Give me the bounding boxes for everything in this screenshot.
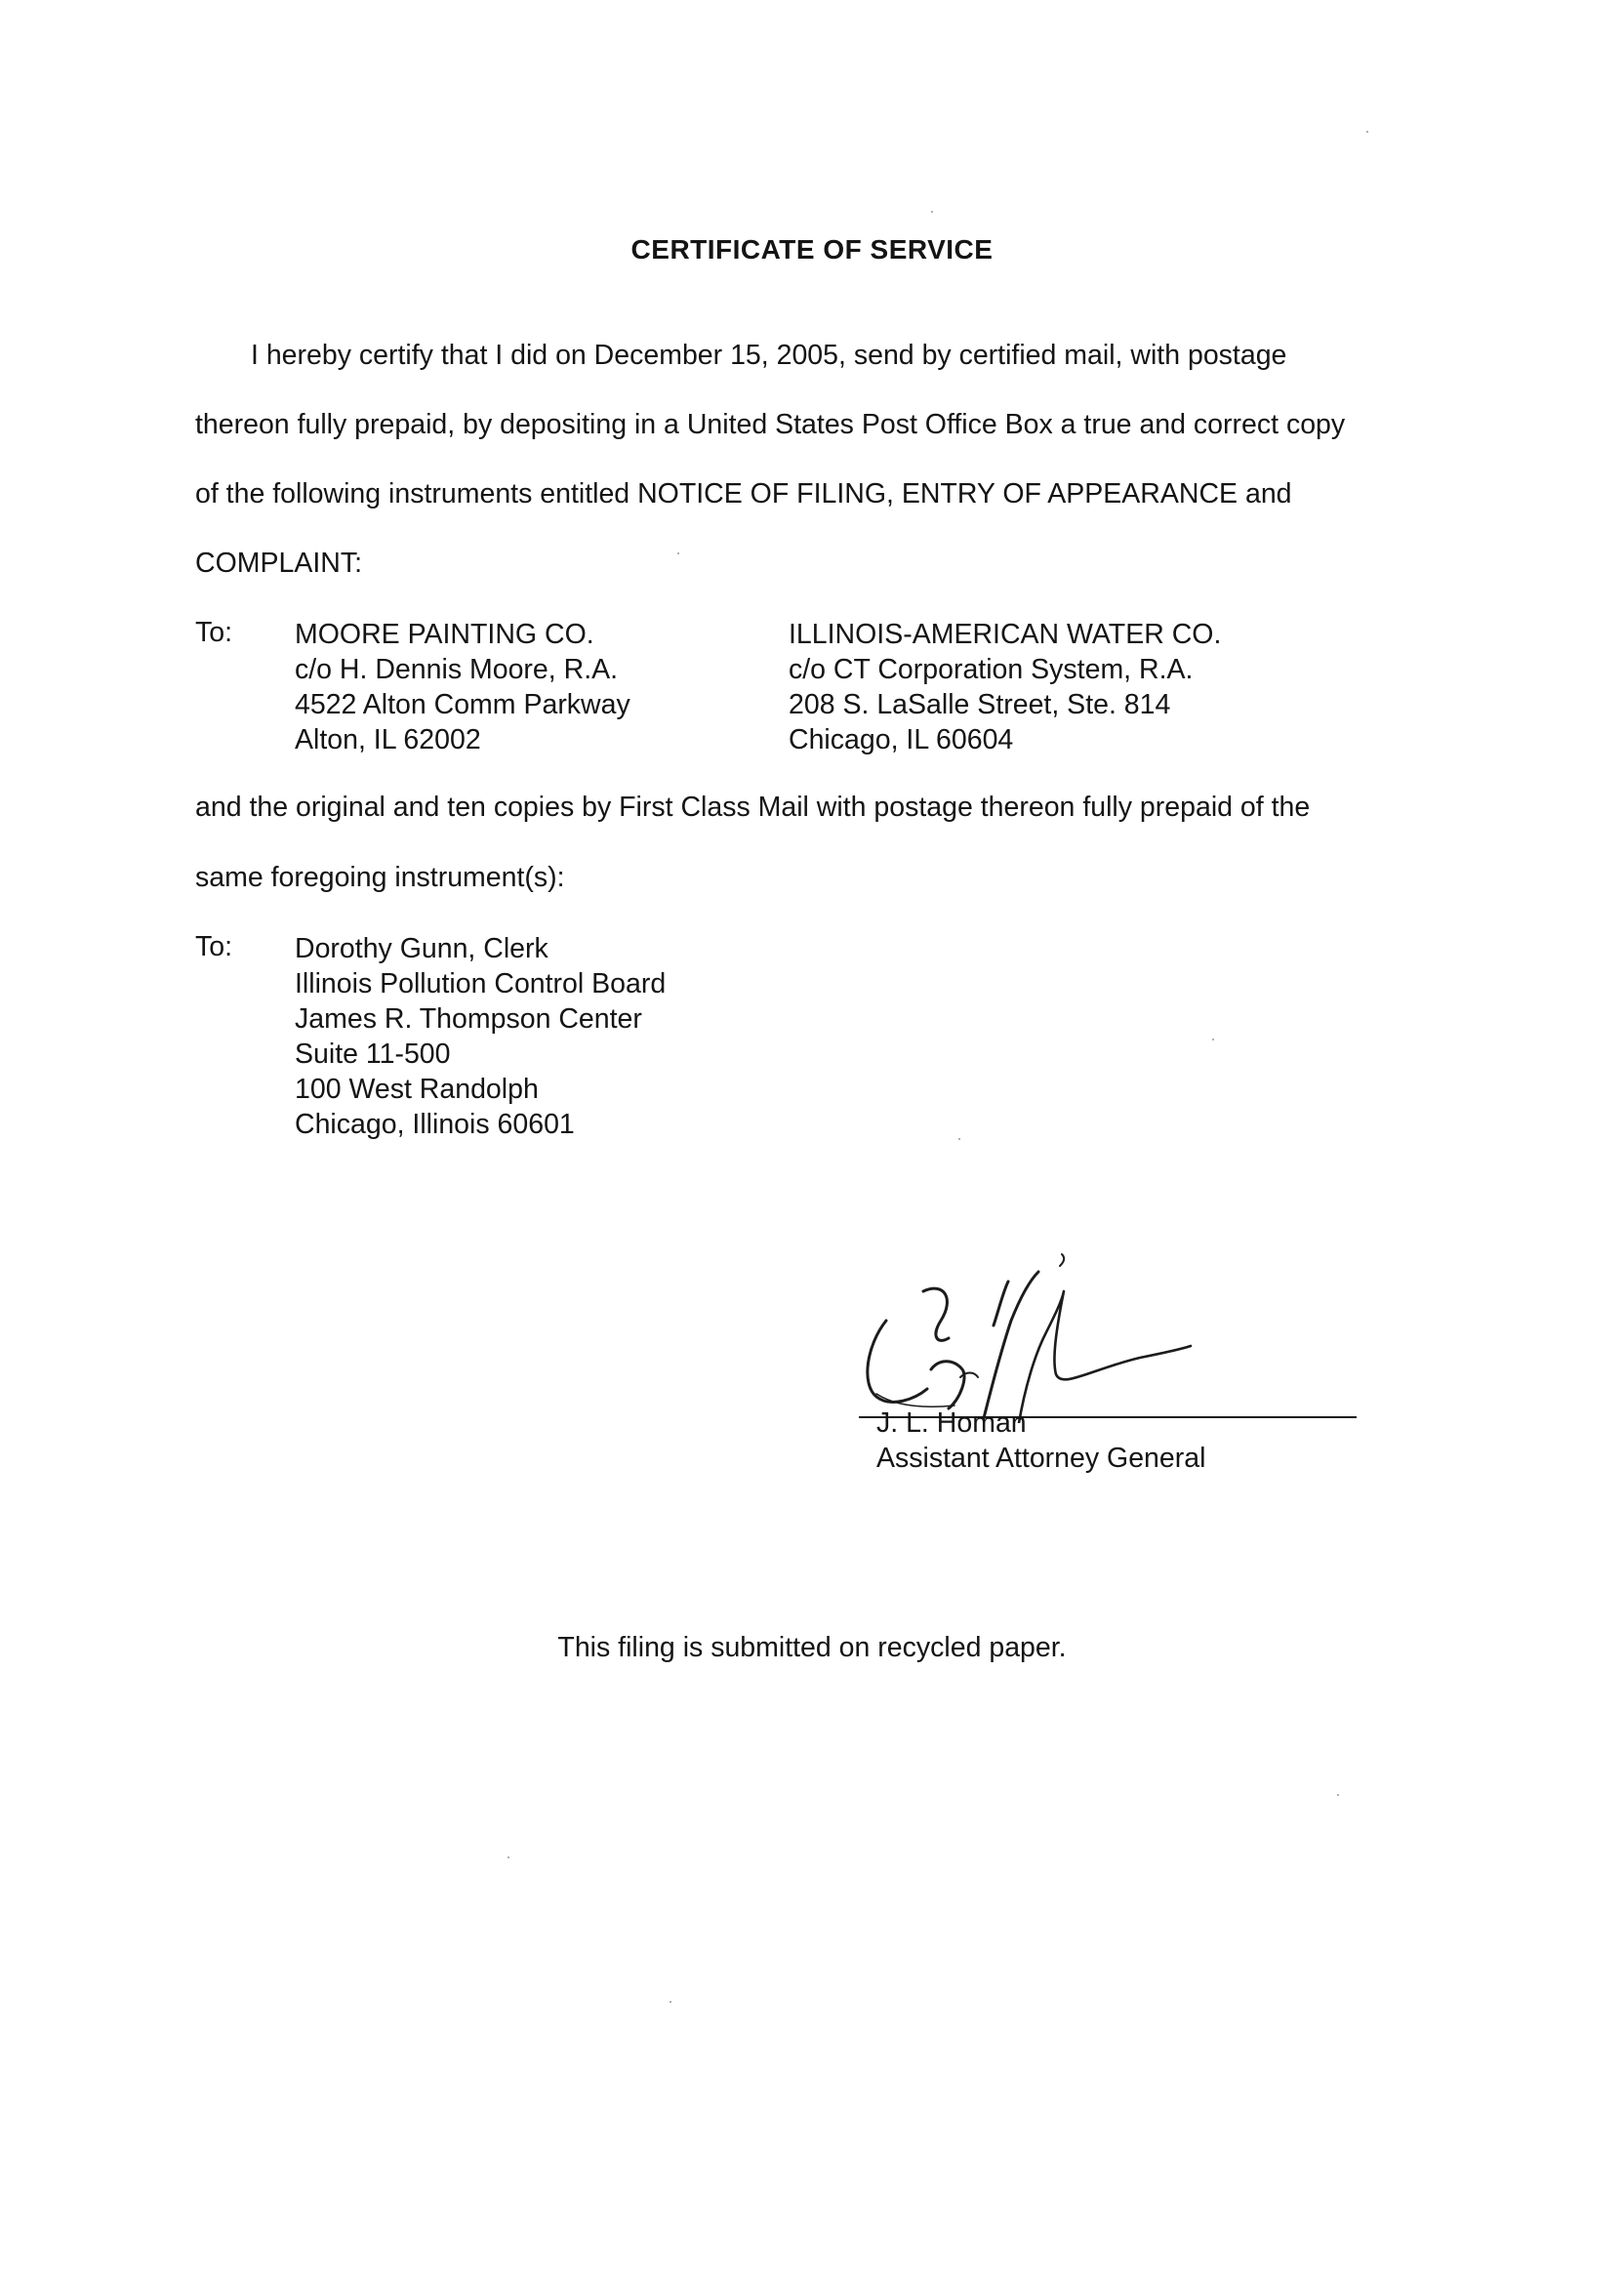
middle-line-1: and the original and ten copies by First Class Mail with postage thereon fully prepaid of the: [195, 792, 1311, 823]
scan-speck: [670, 2001, 671, 2003]
scan-speck: [931, 211, 933, 213]
recipient-line: 208 S. LaSalle Street, Ste. 814: [789, 689, 1171, 720]
signer-name: J. L. Homan: [876, 1407, 1027, 1439]
to-label-2: To:: [195, 931, 233, 962]
clerk-line: James R. Thompson Center: [295, 1003, 642, 1035]
recipient-line: MOORE PAINTING CO.: [295, 619, 594, 650]
recipient-line: 4522 Alton Comm Parkway: [295, 689, 630, 720]
intro-line-3: of the following instruments entitled NOTICE OF FILING, ENTRY OF APPEARANCE and: [195, 478, 1292, 509]
scan-speck: [508, 1856, 509, 1858]
intro-line-2: thereon fully prepaid, by depositing in a United States Post Office Box a true and correct copy: [195, 409, 1346, 440]
clerk-line: Dorothy Gunn, Clerk: [295, 933, 548, 964]
recipient-moore-painting: [295, 617, 630, 757]
intro-line-1: I hereby certify that I did on December 15, 2005, send by certified mail, with postage: [251, 340, 1287, 371]
middle-line-2: same foregoing instrument(s):: [195, 862, 565, 893]
recipient-line: c/o CT Corporation System, R.A.: [789, 654, 1194, 685]
scan-speck: [1366, 131, 1368, 133]
recipient-illinois-american-water: [789, 617, 1221, 757]
clerk-line: 100 West Randolph: [295, 1074, 539, 1105]
intro-line-4: COMPLAINT:: [195, 548, 363, 579]
clerk-line: Suite 11-500: [295, 1039, 451, 1070]
signer-title: Assistant Attorney General: [876, 1443, 1206, 1474]
scan-speck: [1212, 1039, 1214, 1040]
recipient-line: Chicago, IL 60604: [789, 724, 1014, 755]
recipient-clerk: [295, 931, 666, 1142]
recipient-line: ILLINOIS-AMERICAN WATER CO.: [789, 619, 1222, 650]
scan-speck: [958, 1138, 960, 1140]
handwritten-signature: [847, 1252, 1198, 1423]
recipient-line: Alton, IL 62002: [295, 724, 481, 755]
footer-note: This filing is submitted on recycled paper.: [557, 1632, 1067, 1663]
document-title: CERTIFICATE OF SERVICE: [630, 234, 994, 265]
scan-speck: [677, 552, 679, 554]
clerk-line: Chicago, Illinois 60601: [295, 1109, 575, 1140]
recipient-line: c/o H. Dennis Moore, R.A.: [295, 654, 619, 685]
scan-speck: [1337, 1794, 1339, 1796]
to-label-1: To:: [195, 617, 233, 648]
clerk-line: Illinois Pollution Control Board: [295, 968, 667, 999]
